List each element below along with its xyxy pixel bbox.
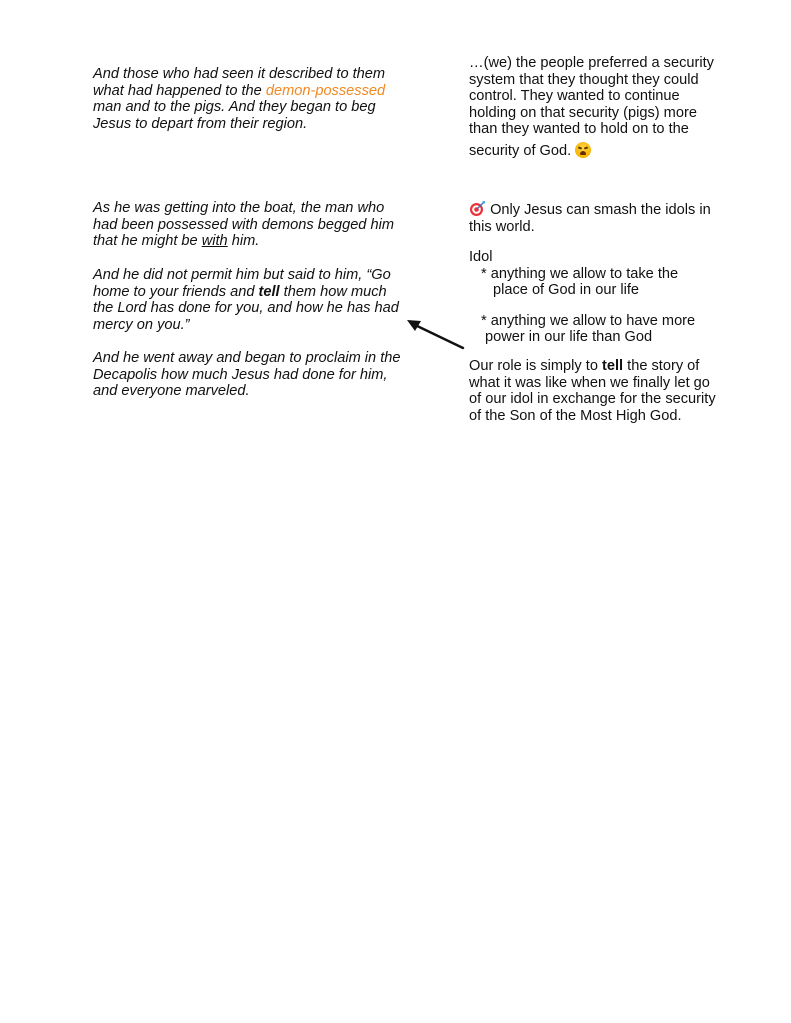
note-paragraph-3: [469, 358, 719, 424]
passage-text: And he did not permit him but said to him, “Go home to your friends and: [93, 267, 391, 300]
note-paragraph-1: [469, 55, 719, 160]
direct-hit-icon: [469, 200, 486, 217]
note-line: than they wanted to hold on to the: [469, 121, 689, 138]
note-paragraph-2: [469, 200, 719, 235]
idol-list: [469, 249, 729, 346]
note-text: the story of what it was like when we finally let go of our idol in exchange for the security of the Son of the Most High God.: [469, 358, 716, 424]
passage-paragraph-3: [93, 267, 403, 333]
passage-paragraph-4: And he went away and began to proclaim in the Decapolis how much Jesus had done for him, and everyone marveled.: [93, 350, 401, 400]
idol-heading: Idol: [469, 249, 493, 265]
passage-paragraph-1: [93, 66, 403, 132]
note-line: system that they thought they could: [469, 71, 699, 88]
passage-text: And those who had seen it described to them what had happened to the: [93, 66, 386, 99]
highlighted-phrase: demon-possessed: [265, 82, 386, 99]
bold-word: tell: [602, 358, 624, 374]
passage-text: him.: [227, 233, 260, 250]
underlined-word: with: [201, 233, 228, 250]
note-line: control. They wanted to continue: [469, 88, 680, 105]
passage-text: them how much the Lord has done for you, and how he has had mercy on you.”: [93, 283, 399, 333]
note-line: …(we) the people preferred a security: [469, 55, 714, 71]
bullet-item-continuation: power in our life than God: [485, 329, 653, 346]
bold-word: tell: [258, 283, 280, 300]
note-text: Only Jesus can smash the idols in this world.: [469, 202, 711, 235]
passage-text: As he was getting into the boat, the man who had been possessed with demons begged him that he might be: [93, 200, 394, 250]
passage-text: man and to the pigs. And they began to beg Jesus to depart from their region.: [93, 99, 376, 132]
bullet-item: * anything we allow to take the: [481, 265, 679, 282]
note-text: Our role is simply to: [469, 358, 602, 374]
arrow-icon: [404, 316, 468, 352]
weary-face-icon: [575, 142, 591, 158]
bullet-item: * anything we allow to have more: [481, 312, 696, 329]
passage-paragraph-2: [93, 200, 403, 250]
note-line: holding on that security (pigs) more: [469, 104, 697, 121]
bullet-item-continuation: place of God in our life: [493, 282, 640, 299]
note-line: security of God.: [469, 142, 719, 160]
